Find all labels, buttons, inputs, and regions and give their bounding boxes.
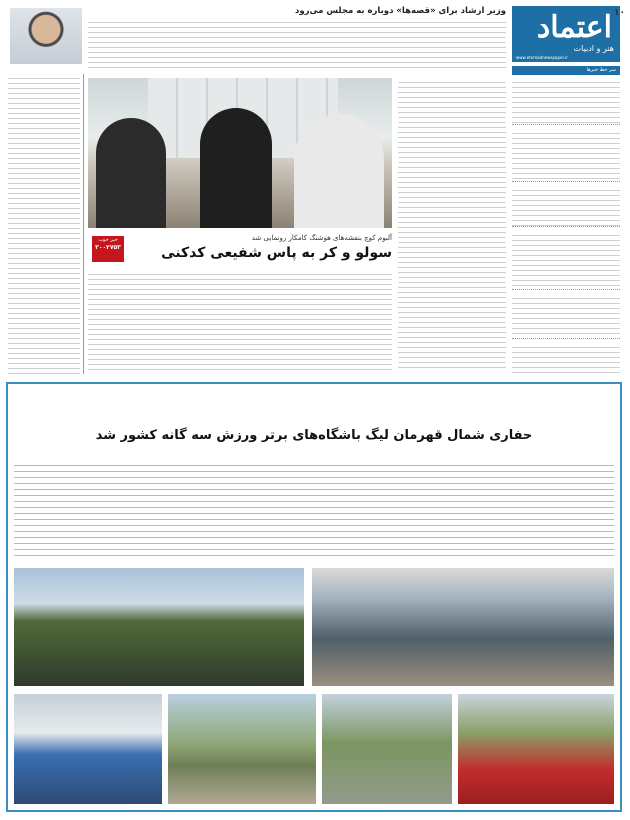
feature-kicker: آلبوم کوچ بنفشه‌های هوشنگ کامکار رونمایی شد <box>251 234 392 242</box>
badge-line-2: ۳۰۰۲۷۵۳ <box>95 244 121 251</box>
page-number: ۱۰ <box>614 8 625 18</box>
news-item <box>512 186 620 227</box>
sport-photo-2 <box>312 568 614 686</box>
sport-photo-6 <box>458 694 614 804</box>
sport-body <box>14 460 614 560</box>
masthead-website: www.etemadnewspaper.ir <box>516 55 568 60</box>
feature-headline: سولو و کر به پاس شفیعی کدکنی <box>161 245 392 261</box>
minister-portrait <box>10 8 82 64</box>
sport-photo-5 <box>322 694 452 804</box>
badge-line-1: خبر خوب <box>98 237 118 243</box>
left-column-text <box>8 74 80 374</box>
sport-headline: حفاری شمال قهرمان لیگ باشگاه‌های برتر ورزش سه گانه کشور شد <box>95 428 533 443</box>
news-short-header <box>512 66 620 75</box>
person-right <box>294 114 384 228</box>
masthead-logo: اعتماد <box>536 10 612 45</box>
person-left <box>96 118 166 228</box>
top-story-body <box>88 18 506 70</box>
feature-photo <box>88 78 392 228</box>
news-item <box>512 343 620 373</box>
sport-photo-3 <box>14 694 162 804</box>
person-middle <box>200 108 272 228</box>
sport-photo-1 <box>14 568 304 686</box>
news-item <box>512 294 620 339</box>
news-short-column <box>512 78 620 368</box>
feature-side-text <box>398 78 506 370</box>
masthead-section: هنر و ادبیات <box>573 44 614 53</box>
news-item <box>512 231 620 290</box>
top-story-headline: وزیر ارشاد برای «قصه‌ها» دوباره به مجلس می‌رود <box>295 6 506 16</box>
feature-badge <box>92 236 124 262</box>
date-line <box>616 0 622 40</box>
masthead <box>512 6 620 62</box>
sport-photo-4 <box>168 694 316 804</box>
news-item <box>512 129 620 182</box>
news-item <box>512 78 620 125</box>
feature-body <box>88 270 392 370</box>
news-short-label: سر خط خبرها <box>586 67 616 73</box>
